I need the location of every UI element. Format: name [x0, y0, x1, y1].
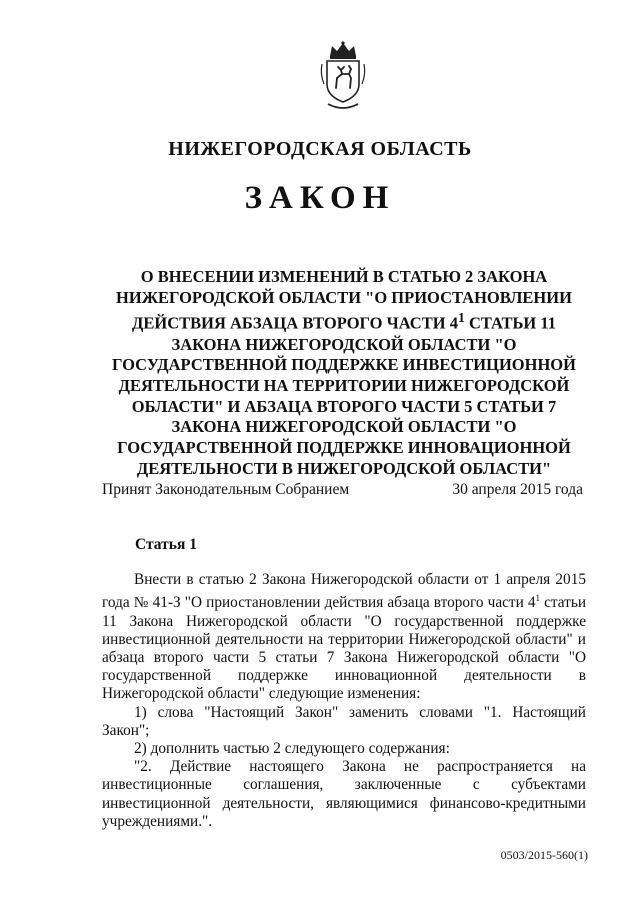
- article-item-1: 1) слова "Настоящий Закон" заменить словами "1. Настоящий Закон";: [102, 703, 586, 739]
- article-item-2: 2) дополнить частью 2 следующего содержания:: [134, 739, 450, 757]
- adopted-by: Принят Законодательным Собранием: [102, 481, 350, 498]
- article-quote: "2. Действие настоящего Закона не распространяется на инвестиционные соглашения, заключенные с субъектами инвестиционной деятельности, являющимися финансово-кредитными учреждениями.".: [102, 758, 586, 830]
- article-body: [102, 571, 586, 831]
- superscript: 1: [535, 593, 541, 604]
- article-intro: [102, 571, 586, 704]
- article-intro-part: статьи 11 Закона Нижегородской области "О государственной поддержке инвестиционной деятельности на территории Нижегородской области" и абзаца второго части 5 статьи 7 Закона Нижегородской области "О государственной поддержке инновационной деятельности в Нижегородской области" следующие изменения:: [102, 594, 587, 703]
- law-title: [102, 267, 586, 480]
- law-title-part: О ВНЕСЕНИИ ИЗМЕНЕНИЙ В СТАТЬЮ 2 ЗАКОНА НИЖЕГОРОДСКОЙ ОБЛАСТИ "О ПРИОСТАНОВЛЕНИИ ДЕЙСТВИЯ АБЗАЦА ВТОРОГО ЧАСТИ 4: [116, 267, 572, 333]
- region-name: НИЖЕГОРОДСКАЯ ОБЛАСТЬ: [168, 138, 472, 160]
- document-type: ЗАКОН: [244, 180, 396, 216]
- article-intro-part: Внести в статью 2 Закона Нижегородской области от 1 апреля 2015 года № 41-З "О приостановлении действия абзаца второго части 4: [102, 571, 586, 612]
- article-heading: Статья 1: [135, 536, 197, 553]
- document-number: 0503/2015-560(1): [500, 848, 588, 862]
- coat-of-arms-icon: [318, 40, 368, 112]
- superscript: 1: [457, 310, 465, 326]
- law-title-part: СТАТЬИ 11 ЗАКОНА НИЖЕГОРОДСКОЙ ОБЛАСТИ "О ГОСУДАРСТВЕННОЙ ПОДДЕРЖКЕ ИНВЕСТИЦИОННОЙ ДЕЯТЕЛЬНОСТИ НА ТЕРРИТОРИИ НИЖЕГОРОДСКОЙ ОБЛАСТИ" И АБЗАЦА ВТОРОГО ЧАСТИ 5 СТАТЬИ 7 ЗАКОНА НИЖЕГОРОДСКОЙ ОБЛАСТИ "О ГОСУДАРСТВЕННОЙ ПОДДЕРЖКЕ ИННОВАЦИОННОЙ ДЕЯТЕЛЬНОСТИ В НИЖЕГОРОДСКОЙ ОБЛАСТИ": [112, 313, 576, 478]
- adoption-date: 30 апреля 2015 года: [452, 481, 583, 498]
